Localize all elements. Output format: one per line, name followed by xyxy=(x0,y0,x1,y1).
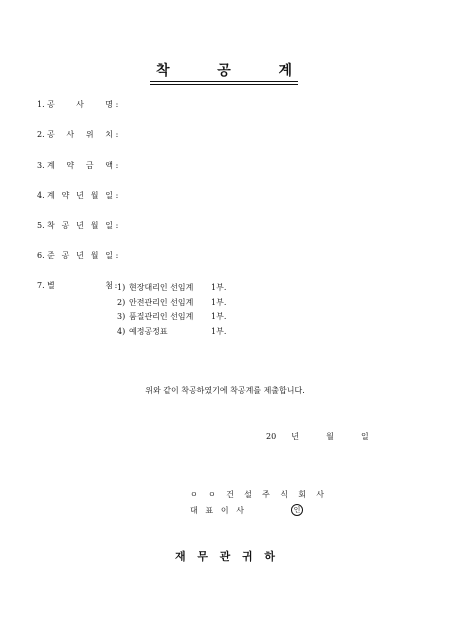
field-contract-date: 4. 계 약 년 월 일 : xyxy=(37,191,119,200)
field-project-name: 1. 공 사 명 : xyxy=(37,100,119,109)
field-label: 착 공 년 월 일 xyxy=(47,221,113,230)
field-label: 별 첨 xyxy=(47,281,113,290)
recipient-line: 재 무 관 귀 하 xyxy=(175,550,275,563)
seal-mark: 인 xyxy=(291,504,303,516)
title-underline-bottom xyxy=(150,84,298,85)
list-item: 2) 안전관리인 선임계 1부. xyxy=(117,297,227,307)
representative-label: 대 표 이 사 xyxy=(190,506,244,515)
attachment-list xyxy=(117,281,226,339)
date-line: 20 년 월 일 xyxy=(266,432,369,441)
company-name: ㅇ ㅇ 건 설 주 식 회 사 xyxy=(190,490,324,499)
list-item: 3) 품질관리인 선임계 1부. xyxy=(117,312,227,321)
document-title: 착 공 계 xyxy=(156,63,292,79)
field-attachments: 7. 별 첨 : xyxy=(37,281,118,290)
field-label: 계 약 금 액 xyxy=(47,161,113,170)
field-start-date: 5. 착 공 년 월 일 : xyxy=(37,221,119,230)
field-label: 준 공 년 월 일 xyxy=(47,251,113,260)
field-project-location: 2. 공 사 위 치 : xyxy=(37,130,119,139)
field-contract-amount: 3. 계 약 금 액 : xyxy=(37,161,119,170)
submission-statement: 위와 같이 착공하였기에 착공계를 제출합니다. xyxy=(145,386,305,395)
title-underline-top xyxy=(150,81,298,82)
field-label: 계 약 년 월 일 xyxy=(47,191,113,200)
field-label: 공 사 명 xyxy=(47,100,113,109)
title-block xyxy=(150,62,298,85)
field-completion-date: 6. 준 공 년 월 일 : xyxy=(37,251,119,260)
field-label: 공 사 위 치 xyxy=(47,130,113,139)
list-item: 4) 예정공정표 1부. xyxy=(117,326,227,336)
list-item: 1) 현장대리인 선임계 1부. xyxy=(117,283,227,292)
representative-line xyxy=(190,505,301,516)
